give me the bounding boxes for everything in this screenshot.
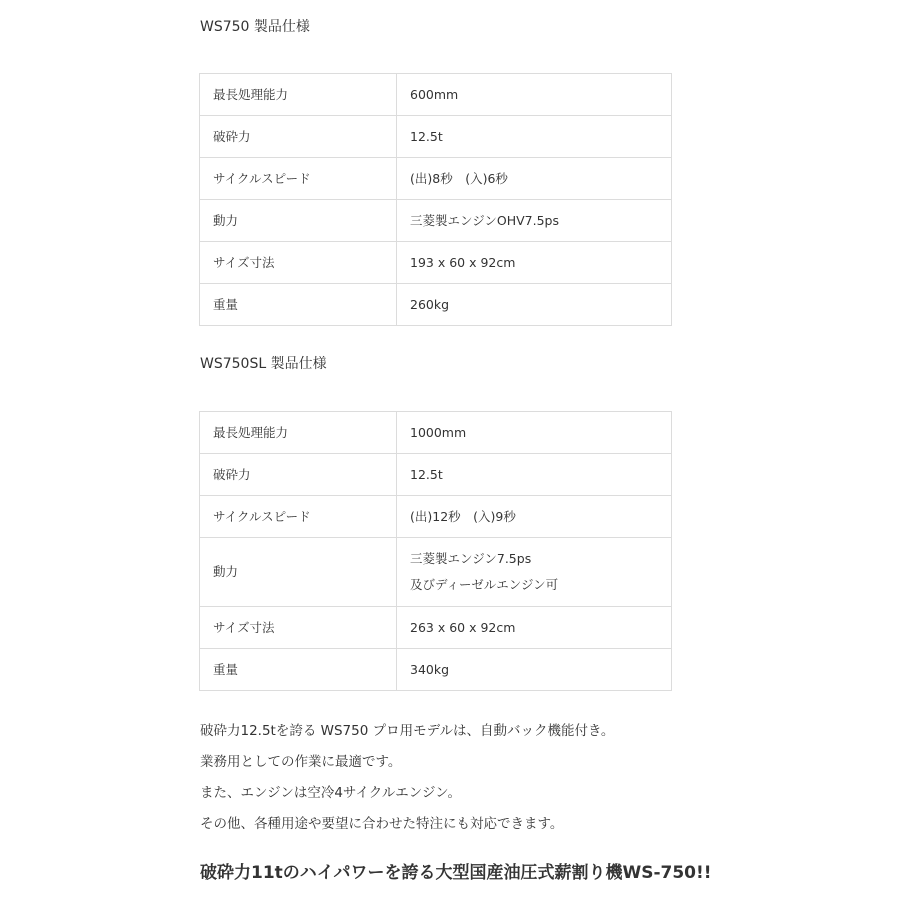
spec2-label: サイズ寸法	[200, 607, 397, 649]
table-row	[200, 649, 672, 691]
table-row	[200, 74, 672, 116]
spec2-label: 重量	[200, 649, 397, 691]
description-line: その他、各種用途や要望に合わせた特注にも対応できます。	[200, 816, 564, 832]
spec1-table	[199, 73, 672, 326]
table-row	[200, 496, 672, 538]
spec1-label: 破砕力	[200, 116, 397, 158]
spec2-label: 最長処理能力	[200, 412, 397, 454]
description-line: 業務用としての作業に最適です。	[200, 754, 402, 770]
spec1-label: サイクルスピード	[200, 158, 397, 200]
description-line: 破砕力12.5tを誇る WS750 プロ用モデルは、自動バック機能付き。	[200, 723, 615, 739]
spec2-title: WS750SL 製品仕様	[200, 356, 327, 372]
spec1-title: WS750 製品仕様	[200, 19, 310, 35]
spec2-value: 1000mm	[397, 412, 672, 454]
table-row	[200, 538, 672, 607]
description-line: また、エンジンは空冷4サイクルエンジン。	[200, 785, 462, 801]
spec2-value: 12.5t	[397, 454, 672, 496]
table-row	[200, 454, 672, 496]
spec2-value-line: 三菱製エンジン7.5ps	[410, 551, 532, 566]
spec1-label: サイズ寸法	[200, 242, 397, 284]
headline: 破砕力11tのハイパワーを誇る大型国産油圧式薪割り機WS-750!!	[200, 863, 712, 883]
spec2-label: サイクルスピード	[200, 496, 397, 538]
table-row	[200, 242, 672, 284]
table-row	[200, 116, 672, 158]
table-row	[200, 284, 672, 326]
table-row	[200, 158, 672, 200]
spec2-value-line: 及びディーゼルエンジン可	[410, 577, 559, 592]
spec1-value: 260kg	[397, 284, 672, 326]
table-row	[200, 412, 672, 454]
table-row	[200, 200, 672, 242]
spec2-value: (出)12秒 (入)9秒	[397, 496, 672, 538]
spec1-value: 193 x 60 x 92cm	[397, 242, 672, 284]
spec2-value	[397, 538, 672, 607]
spec1-value: 600mm	[397, 74, 672, 116]
spec1-value: 三菱製エンジンOHV7.5ps	[397, 200, 672, 242]
description	[200, 716, 614, 840]
spec2-label: 破砕力	[200, 454, 397, 496]
spec1-label: 重量	[200, 284, 397, 326]
table-row	[200, 607, 672, 649]
spec2-value: 340kg	[397, 649, 672, 691]
spec1-label: 最長処理能力	[200, 74, 397, 116]
spec2-label: 動力	[200, 538, 397, 607]
spec2-table	[199, 411, 672, 691]
spec1-label: 動力	[200, 200, 397, 242]
spec1-value: (出)8秒 (入)6秒	[397, 158, 672, 200]
spec2-value: 263 x 60 x 92cm	[397, 607, 672, 649]
spec1-value: 12.5t	[397, 116, 672, 158]
